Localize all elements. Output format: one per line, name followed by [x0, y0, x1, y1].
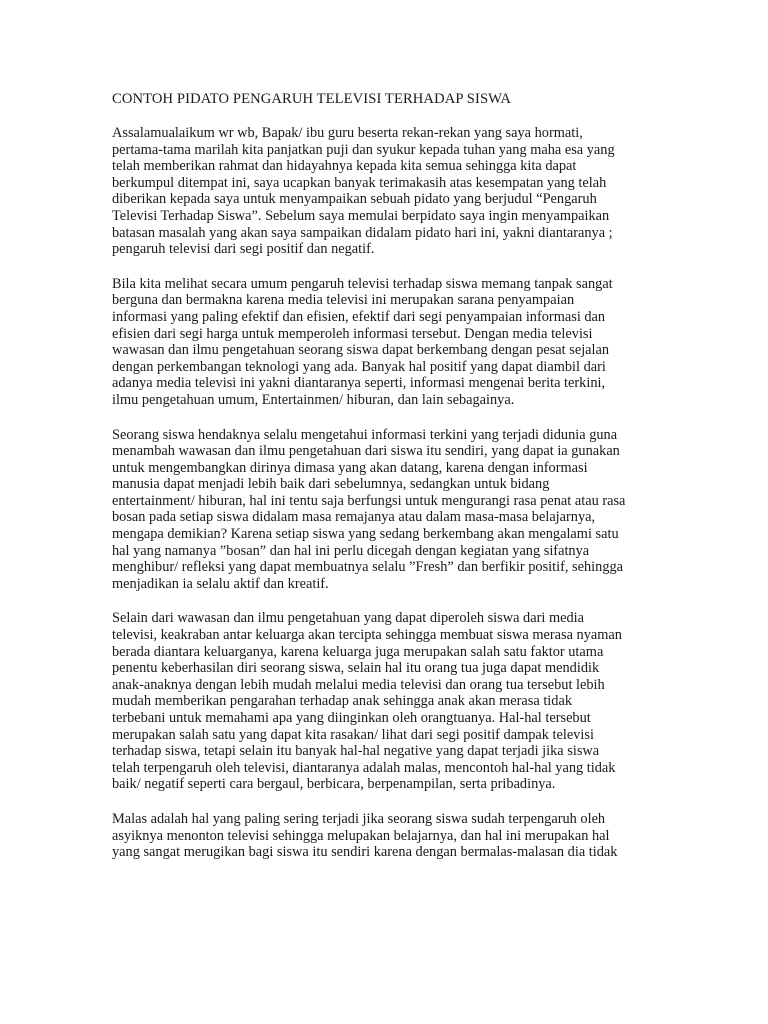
paragraph-information [112, 427, 660, 593]
text-line: bosan pada setiap siswa didalam masa remajanya atau dalam masa-masa belajarnya, [112, 509, 596, 526]
text-line: anak-anaknya dengan lebih mudah melalui media televisi dan orang tua tersebut lebih [112, 676, 605, 693]
text-line: Malas adalah hal yang paling sering terjadi jika seorang siswa sudah terpengaruh oleh [112, 810, 606, 827]
text-line: berkumpul ditempat ini, saya ucapkan banyak terimakasih atas kesempatan yang telah [112, 174, 607, 191]
text-line: berguna dan bermakna karena media televisi ini merupakan sarana penyampaian [112, 292, 575, 309]
text-line: pengaruh televisi dari segi positif dan negatif. [112, 241, 375, 258]
text-line: berada diantara keluarganya, karena keluarga juga merupakan salah satu faktor utama [112, 643, 604, 660]
text-line: untuk mengembangkan dirinya dimasa yang akan datang, karena dengan informasi [112, 459, 588, 476]
text-line: asyiknya menonton televisi sehingga melupakan belajarnya, dan hal ini merupakan hal [112, 827, 610, 844]
text-line: televisi, keakraban antar keluarga akan tercipta sehingga membuat siswa merasa nyaman [112, 627, 622, 644]
text-line: telah terpengaruh oleh televisi, diantaranya adalah malas, mencontoh hal-hal yang tidak [112, 759, 616, 776]
paragraph-laziness [112, 811, 660, 861]
document-title: CONTOH PIDATO PENGARUH TELEVISI TERHADAP SISWA [112, 91, 512, 107]
text-line: Seorang siswa hendaknya selalu mengetahui informasi terkini yang terjadi didunia guna [112, 426, 618, 443]
text-line: Televisi Terhadap Siswa”. Sebelum saya memulai berpidato saya ingin menyampaikan [112, 207, 610, 224]
text-line: dengan perkembangan teknologi yang ada. Banyak hal positif yang dapat diambil dari [112, 358, 606, 375]
text-line: pertama-tama marilah kita panjatkan puji dan syukur kepada tuhan yang maha esa yang [112, 141, 615, 158]
text-line: hal yang namanya ”bosan” dan hal ini perlu dicegah dengan kegiatan yang sifatnya [112, 542, 590, 559]
text-line: Assalamualaikum wr wb, Bapak/ ibu guru beserta rekan-rekan yang saya hormati, [112, 125, 583, 141]
text-line: yang sangat merugikan bagi siswa itu sendiri karena dengan bermalas-malasan dia tidak [112, 844, 618, 861]
text-line: diberikan kepada saya untuk menyampaikan sebuah pidato yang berjudul “Pengaruh [112, 191, 597, 208]
text-line: ilmu pengetahuan umum, Entertainmen/ hiburan, dan lain sebagainya. [112, 391, 515, 408]
text-line: baik/ negatif seperti cara bergaul, berbicara, berpenampilan, serta pribadinya. [112, 776, 556, 793]
text-line: Bila kita melihat secara umum pengaruh televisi terhadap siswa memang tanpak sangat [112, 275, 613, 292]
text-line: wawasan dan ilmu pengetahuan seorang siswa dapat berkembang dengan pesat sejalan [112, 342, 610, 359]
text-line: menjadikan ia selalu aktif dan kreatif. [112, 575, 329, 592]
text-line: merupakan salah satu yang dapat kita rasakan/ lihat dari segi positif dampak televisi [112, 726, 594, 743]
paragraph-opening [112, 125, 660, 258]
text-line: manusia dapat menjadi lebih baik dari sebelumnya, sedangkan untuk bidang [112, 476, 550, 493]
text-line: adanya media televisi ini yakni diantaranya seperti, informasi mengenai berita terkini, [112, 375, 606, 392]
text-line: Selain dari wawasan dan ilmu pengetahuan yang dapat diperoleh siswa dari media [112, 610, 584, 627]
text-line: mudah memberikan pengarahan terhadap anak sehingga anak akan merasa tidak [112, 693, 572, 710]
text-line: menghibur/ refleksi yang dapat membuatnya selalu ”Fresh” dan berfikir positif, sehingga [112, 559, 624, 576]
text-line: efisien dari segi harga untuk memperoleh informasi tersebut. Dengan media televisi [112, 325, 593, 342]
text-line: telah memberikan rahmat dan hidayahnya kepada kita semua sehingga kita dapat [112, 158, 577, 175]
paragraph-positive-effects [112, 276, 660, 409]
text-line: menambah wawasan dan ilmu pengetahuan dari siswa itu sendiri, yang dapat ia gunakan [112, 443, 620, 460]
document-page [112, 90, 660, 879]
text-line: terhadap siswa, tetapi selain itu banyak hal-hal negative yang dapat terjadi jika siswa [112, 743, 600, 760]
text-line: terbebani untuk memahami apa yang diinginkan oleh orangtuanya. Hal-hal tersebut [112, 710, 591, 726]
text-line: informasi yang paling efektif dan efisien, efektif dari segi penyampaian informasi dan [112, 308, 606, 325]
text-line: penentu keberhasilan diri seorang siswa, selain hal itu orang tua juga dapat mendidik [112, 660, 600, 677]
text-line: mengapa demikian? Karena setiap siswa yang sedang berkembang akan mengalami satu [112, 526, 619, 543]
text-line: entertainment/ hiburan, hal ini tentu saja berfungsi untuk mengurangi rasa penat atau rasa [112, 492, 626, 509]
text-line: batasan masalah yang akan saya sampaikan didalam pidato hari ini, yakni diantaranya ; [112, 224, 613, 241]
paragraph-family [112, 610, 660, 793]
